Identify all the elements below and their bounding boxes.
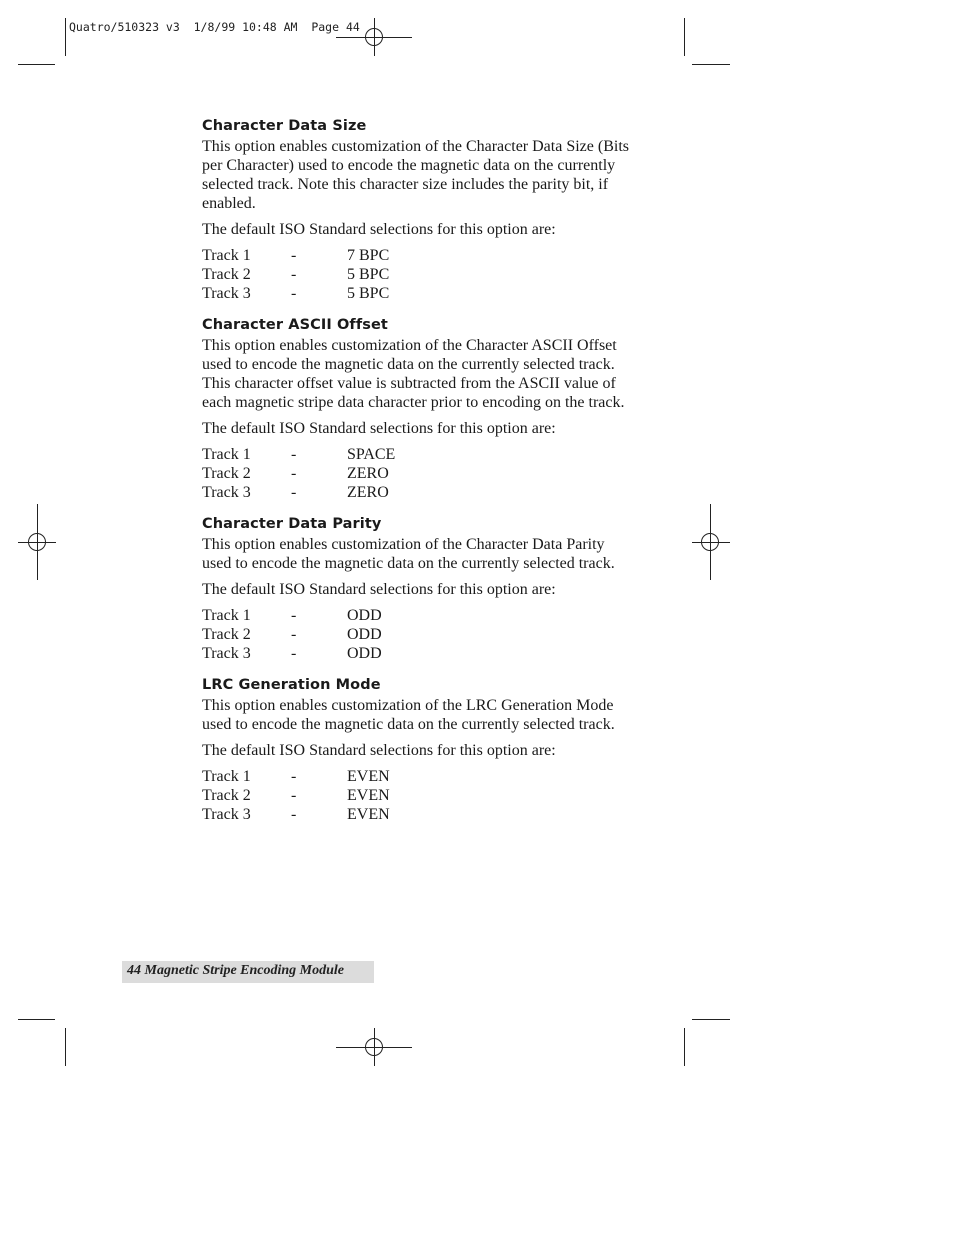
track-row [202, 805, 632, 824]
defaults-intro: The default ISO Standard selections for this option are: [202, 742, 556, 759]
print-slug: Quatro/510323 v3 1/8/99 10:48 AM Page 44 [69, 20, 360, 34]
track-dash: - [291, 285, 297, 302]
section-heading: Character Data Parity [202, 516, 382, 532]
track-name: Track 2 [202, 787, 251, 804]
track-dash: - [291, 806, 297, 823]
track-name: Track 1 [202, 446, 251, 463]
track-dash: - [291, 484, 297, 501]
track-value: 7 BPC [347, 247, 390, 264]
track-row [202, 606, 632, 625]
track-row [202, 644, 632, 663]
section-lrc-generation-mode [202, 677, 632, 824]
section-heading: Character ASCII Offset [202, 317, 388, 333]
crop-mark [684, 18, 685, 56]
registration-mark-circle [28, 533, 46, 551]
defaults-intro: The default ISO Standard selections for this option are: [202, 581, 556, 598]
track-defaults-list [202, 445, 632, 502]
page-content [202, 118, 632, 838]
registration-mark-circle [365, 28, 383, 46]
crop-mark [18, 64, 55, 65]
track-name: Track 3 [202, 285, 251, 302]
track-row [202, 265, 632, 284]
track-name: Track 2 [202, 266, 251, 283]
track-name: Track 1 [202, 768, 251, 785]
track-name: Track 3 [202, 484, 251, 501]
track-dash: - [291, 645, 297, 662]
track-row [202, 284, 632, 303]
section-heading: Character Data Size [202, 118, 367, 134]
crop-mark [692, 64, 730, 65]
crop-mark [692, 1019, 730, 1020]
crop-mark [18, 1019, 55, 1020]
track-dash: - [291, 266, 297, 283]
track-value: EVEN [347, 768, 390, 785]
track-row [202, 464, 632, 483]
section-character-data-size [202, 118, 632, 303]
track-value: ODD [347, 645, 382, 662]
crop-mark [684, 1028, 685, 1066]
section-paragraph: This option enables customization of the Character Data Size (Bits per Character) used to encode the magnetic data on the currently selected track. Note this character size includes the parity bit, if enabled. [202, 138, 629, 212]
section-character-ascii-offset [202, 317, 632, 502]
track-row [202, 767, 632, 786]
track-defaults-list [202, 767, 632, 824]
track-value: SPACE [347, 446, 396, 463]
defaults-intro: The default ISO Standard selections for this option are: [202, 221, 556, 238]
track-dash: - [291, 607, 297, 624]
track-name: Track 1 [202, 607, 251, 624]
track-value: ODD [347, 607, 382, 624]
track-value: 5 BPC [347, 285, 390, 302]
track-dash: - [291, 787, 297, 804]
registration-mark-circle [701, 533, 719, 551]
track-dash: - [291, 626, 297, 643]
track-value: ODD [347, 626, 382, 643]
track-name: Track 2 [202, 626, 251, 643]
track-name: Track 1 [202, 247, 251, 264]
track-row [202, 483, 632, 502]
track-value: EVEN [347, 806, 390, 823]
track-value: EVEN [347, 787, 390, 804]
track-name: Track 3 [202, 645, 251, 662]
track-row [202, 625, 632, 644]
track-dash: - [291, 446, 297, 463]
crop-mark [65, 1028, 66, 1066]
track-dash: - [291, 768, 297, 785]
registration-mark-circle [365, 1038, 383, 1056]
track-value: ZERO [347, 465, 389, 482]
track-row [202, 246, 632, 265]
defaults-intro: The default ISO Standard selections for this option are: [202, 420, 556, 437]
section-paragraph: This option enables customization of the LRC Generation Mode used to encode the magnetic data on the currently selected track. [202, 697, 615, 733]
page-footer [122, 961, 374, 983]
crop-mark [65, 18, 66, 56]
track-dash: - [291, 247, 297, 264]
section-paragraph: This option enables customization of the Character ASCII Offset used to encode the magnetic data on the currently selected track. This character offset value is subtracted from the ASCII value of each magnetic stripe data character prior to encoding on the track. [202, 337, 625, 411]
track-value: ZERO [347, 484, 389, 501]
track-defaults-list [202, 606, 632, 663]
footer-page-label: 44 Magnetic Stripe Encoding Module [127, 963, 345, 978]
track-defaults-list [202, 246, 632, 303]
track-row [202, 786, 632, 805]
track-name: Track 2 [202, 465, 251, 482]
track-value: 5 BPC [347, 266, 390, 283]
track-row [202, 445, 632, 464]
track-name: Track 3 [202, 806, 251, 823]
section-paragraph: This option enables customization of the Character Data Parity used to encode the magnetic data on the currently selected track. [202, 536, 615, 572]
section-heading: LRC Generation Mode [202, 677, 381, 693]
section-character-data-parity [202, 516, 632, 663]
track-dash: - [291, 465, 297, 482]
